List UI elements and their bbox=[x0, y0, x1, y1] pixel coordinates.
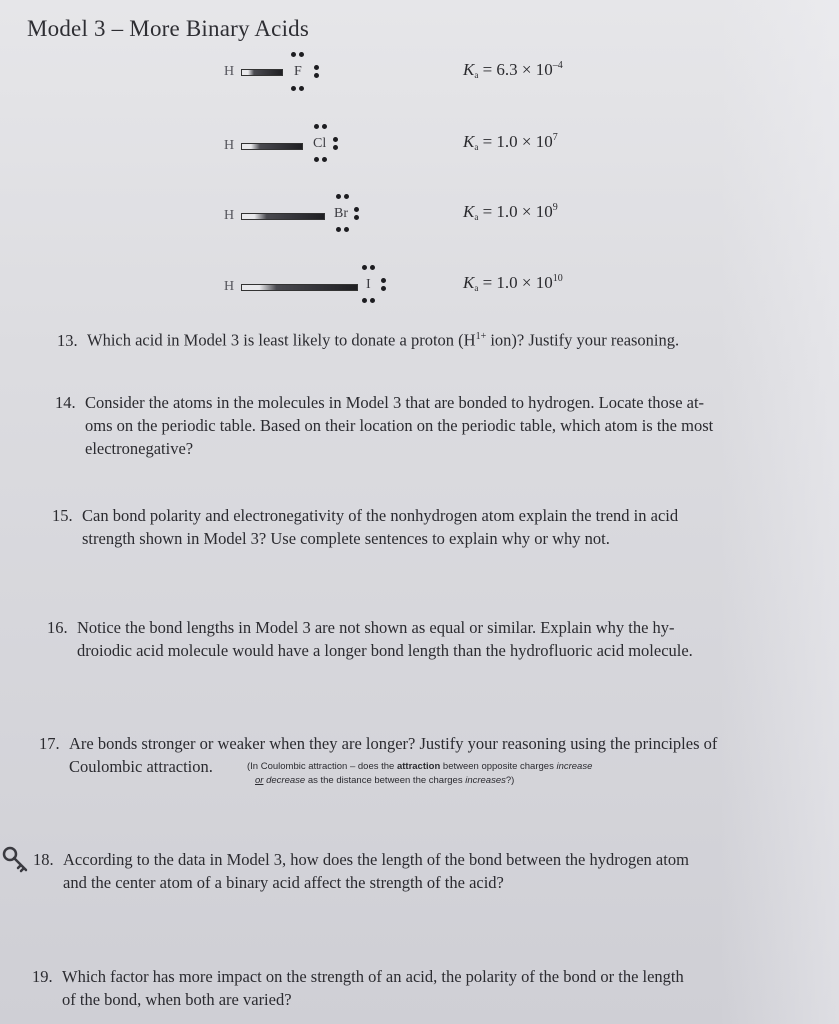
lone-pair-dot bbox=[336, 227, 341, 232]
lone-pair-dot bbox=[333, 145, 338, 150]
lone-pair-dot bbox=[344, 194, 349, 199]
question-15: 15. Can bond polarity and electronegativity of the nonhydrogen atom explain the trend in acid strength shown in Model 3? Use complete sentences to explain why or why not. bbox=[52, 506, 679, 548]
atom-label: Cl bbox=[313, 136, 327, 151]
hydrogen-label: H bbox=[224, 138, 235, 153]
bond-line bbox=[241, 213, 325, 220]
lone-pair-dot bbox=[354, 207, 359, 212]
lone-pair-dot bbox=[336, 194, 341, 199]
lone-pair-dot bbox=[333, 137, 338, 142]
lone-pair-dot bbox=[291, 86, 296, 91]
lone-pair-dot bbox=[370, 298, 375, 303]
atom-label: F bbox=[294, 64, 302, 79]
page-title: Model 3 – More Binary Acids bbox=[27, 16, 310, 41]
lone-pair-dot bbox=[370, 265, 375, 270]
question-13: 13. Which acid in Model 3 is least likely to donate a proton ($H^{1+}$ ion)? Justify your reasoning. bbox=[57, 330, 680, 350]
lone-pair-dot bbox=[344, 227, 349, 232]
molecule-hf bbox=[0, 46, 839, 106]
lone-pair-dot bbox=[381, 286, 386, 291]
bond-line bbox=[241, 284, 358, 291]
lone-pair-dot bbox=[314, 65, 319, 70]
lone-pair-dot bbox=[314, 157, 319, 162]
molecule-hcl bbox=[0, 122, 839, 182]
question-17-hint: (In Coulombic attraction – does the attraction between opposite charges increase or decrease as the distance between the charges increases?) bbox=[247, 761, 593, 786]
question-18: 18. According to the data in Model 3, how does the length of the bond between the hydrogen atom and the center atom of a binary acid affect the strength of the acid? bbox=[33, 850, 689, 892]
lone-pair-dot bbox=[299, 86, 304, 91]
ka-value: $K_a = 1.0 \times 10^9$ bbox=[463, 202, 558, 222]
lone-pair-dot bbox=[314, 124, 319, 129]
ka-value: $K_a = 6.3 \times 10^{-4}$ bbox=[463, 60, 563, 80]
bond-line bbox=[241, 69, 283, 76]
ka-value: $K_a = 1.0 \times 10^{10}$ bbox=[463, 273, 563, 293]
ka-value: $K_a = 1.0 \times 10^7$ bbox=[463, 132, 558, 152]
lone-pair-dot bbox=[322, 124, 327, 129]
lone-pair-dot bbox=[354, 215, 359, 220]
question-17: 17. Are bonds stronger or weaker when they are longer? Justify your reasoning using the principles of Coulombic attraction. bbox=[39, 734, 718, 776]
bond-line bbox=[241, 143, 303, 150]
hydrogen-label: H bbox=[224, 279, 235, 294]
key-icon bbox=[0, 842, 34, 876]
lone-pair-dot bbox=[299, 52, 304, 57]
lone-pair-dot bbox=[314, 73, 319, 78]
lone-pair-dot bbox=[362, 265, 367, 270]
question-14: 14. Consider the atoms in the molecules in Model 3 that are bonded to hydrogen. Locate those at- oms on the periodic table. Based on their location on the periodic table, which atom is the most electronegative? bbox=[55, 393, 714, 458]
molecule-hi bbox=[0, 263, 839, 323]
question-16: 16. Notice the bond lengths in Model 3 are not shown as equal or similar. Explain why the hy- droiodic acid molecule would have a longer bond length than the hydrofluoric acid molecule. bbox=[47, 618, 693, 660]
lone-pair-dot bbox=[291, 52, 296, 57]
molecule-hbr bbox=[0, 192, 839, 252]
lone-pair-dot bbox=[381, 278, 386, 283]
hydrogen-label: H bbox=[224, 64, 235, 79]
lone-pair-dot bbox=[362, 298, 367, 303]
hydrogen-label: H bbox=[224, 208, 235, 223]
lone-pair-dot bbox=[322, 157, 327, 162]
atom-label: Br bbox=[334, 206, 348, 221]
question-19: 19. Which factor has more impact on the strength of an acid, the polarity of the bond or the length of the bond, when both are varied? bbox=[32, 967, 684, 1009]
atom-label: I bbox=[366, 277, 371, 292]
